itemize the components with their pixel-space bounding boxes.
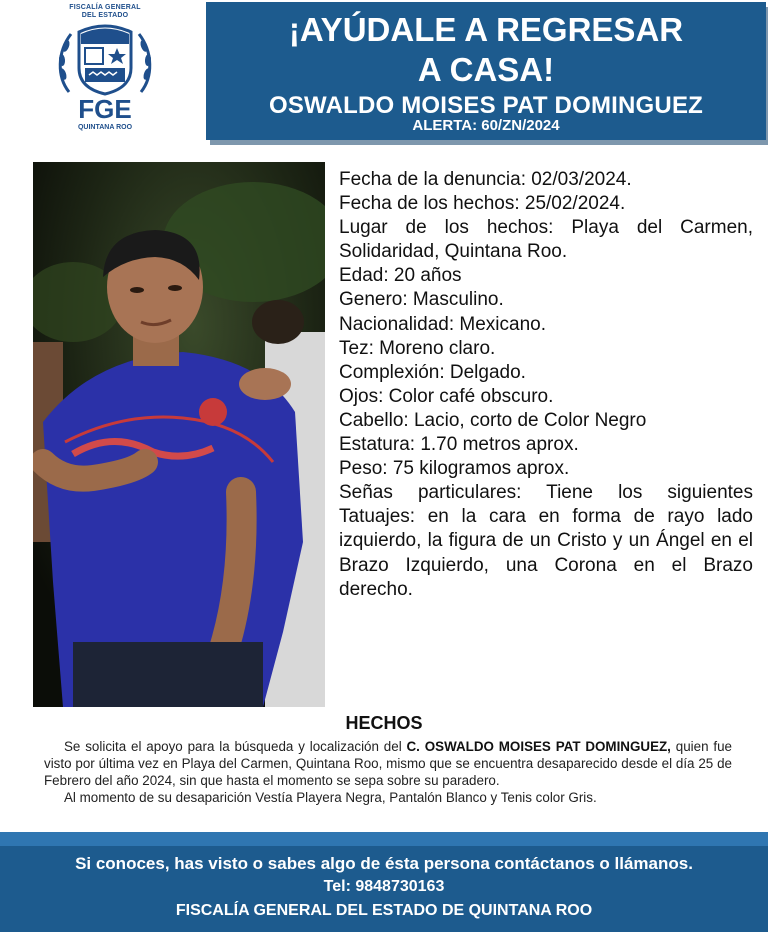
- fge-logo: [40, 4, 170, 152]
- header-banner: [206, 2, 766, 140]
- detail-genero: Genero: Masculino.: [339, 289, 504, 311]
- hechos-paragraph-1: [44, 738, 732, 789]
- shield-emblem-icon: [55, 22, 155, 98]
- headline-line1: ¡AYÚDALE A REGRESAR: [288, 11, 684, 48]
- hechos-p1-name: C. OSWALDO MOISES PAT DOMINGUEZ,: [406, 739, 671, 754]
- detail-edad: Edad: 20 años: [339, 265, 462, 287]
- footer-phone: Tel: 9848730163: [323, 878, 445, 895]
- logo-org-line1: FISCALÍA GENERAL: [69, 4, 141, 11]
- detail-fecha-denuncia: Fecha de la denuncia: 02/03/2024.: [339, 169, 632, 190]
- logo-state: QUINTANA ROO: [77, 124, 133, 131]
- detail-senas: Señas particulares: Tiene los siguientes Tatuajes: en la cara en forma de rayo lado izquierdo, la figura de un Cristo y un Ángel en el Brazo Izquierdo, una Corona en el Brazo derecho.: [339, 482, 753, 600]
- logo-org-line2: DEL ESTADO: [81, 12, 129, 19]
- footer-stripe: [0, 832, 768, 846]
- person-details: [339, 168, 753, 602]
- person-photo: [33, 162, 325, 707]
- detail-complexion: Complexión: Delgado.: [339, 361, 526, 383]
- logo-acronym: FGE: [78, 94, 132, 124]
- detail-estatura: Estatura: 1.70 metros aprox.: [339, 434, 579, 456]
- person-photo-icon: [33, 162, 325, 707]
- hechos-p1-b: quien fue visto por última vez en Playa del Carmen, Quintana Roo, mismo que se encuentra desaparecido desde el día 25 de Febrero del año 2024, sin que hasta el momento se sepa sobre su paradero.: [44, 739, 732, 788]
- hechos-paragraph-2: Al momento de su desaparición Vestía Playera Negra, Pantalón Blanco y Tenis color Gris.: [64, 790, 597, 805]
- hechos-title: HECHOS: [345, 713, 423, 733]
- detail-lugar: Lugar de los hechos: Playa del Carmen, Solidaridad, Quintana Roo.: [339, 217, 753, 263]
- person-name: OSWALDO MOISES PAT DOMINGUEZ: [268, 92, 704, 119]
- detail-ojos: Ojos: Color café obscuro.: [339, 385, 554, 407]
- hechos-body: [44, 738, 732, 806]
- footer-org: FISCALÍA GENERAL DEL ESTADO DE QUINTANA ROO: [175, 902, 593, 919]
- alert-number: ALERTA: 60/ZN/2024: [412, 117, 560, 134]
- detail-peso: Peso: 75 kilogramos aprox.: [339, 458, 570, 480]
- footer-line-1: Si conoces, has visto o sabes algo de ésta persona contáctanos o llámanos.: [75, 854, 693, 873]
- detail-tez: Tez: Moreno claro.: [339, 337, 496, 359]
- headline-line2: A CASA!: [417, 51, 555, 88]
- detail-cabello: Cabello: Lacio, corto de Color Negro: [339, 409, 647, 431]
- detail-nacionalidad: Nacionalidad: Mexicano.: [339, 313, 547, 335]
- hechos-p1-a: Se solicita el apoyo para la búsqueda y localización del: [64, 739, 407, 754]
- footer-contact: [0, 852, 768, 924]
- detail-fecha-hechos: Fecha de los hechos: 25/02/2024.: [339, 193, 626, 215]
